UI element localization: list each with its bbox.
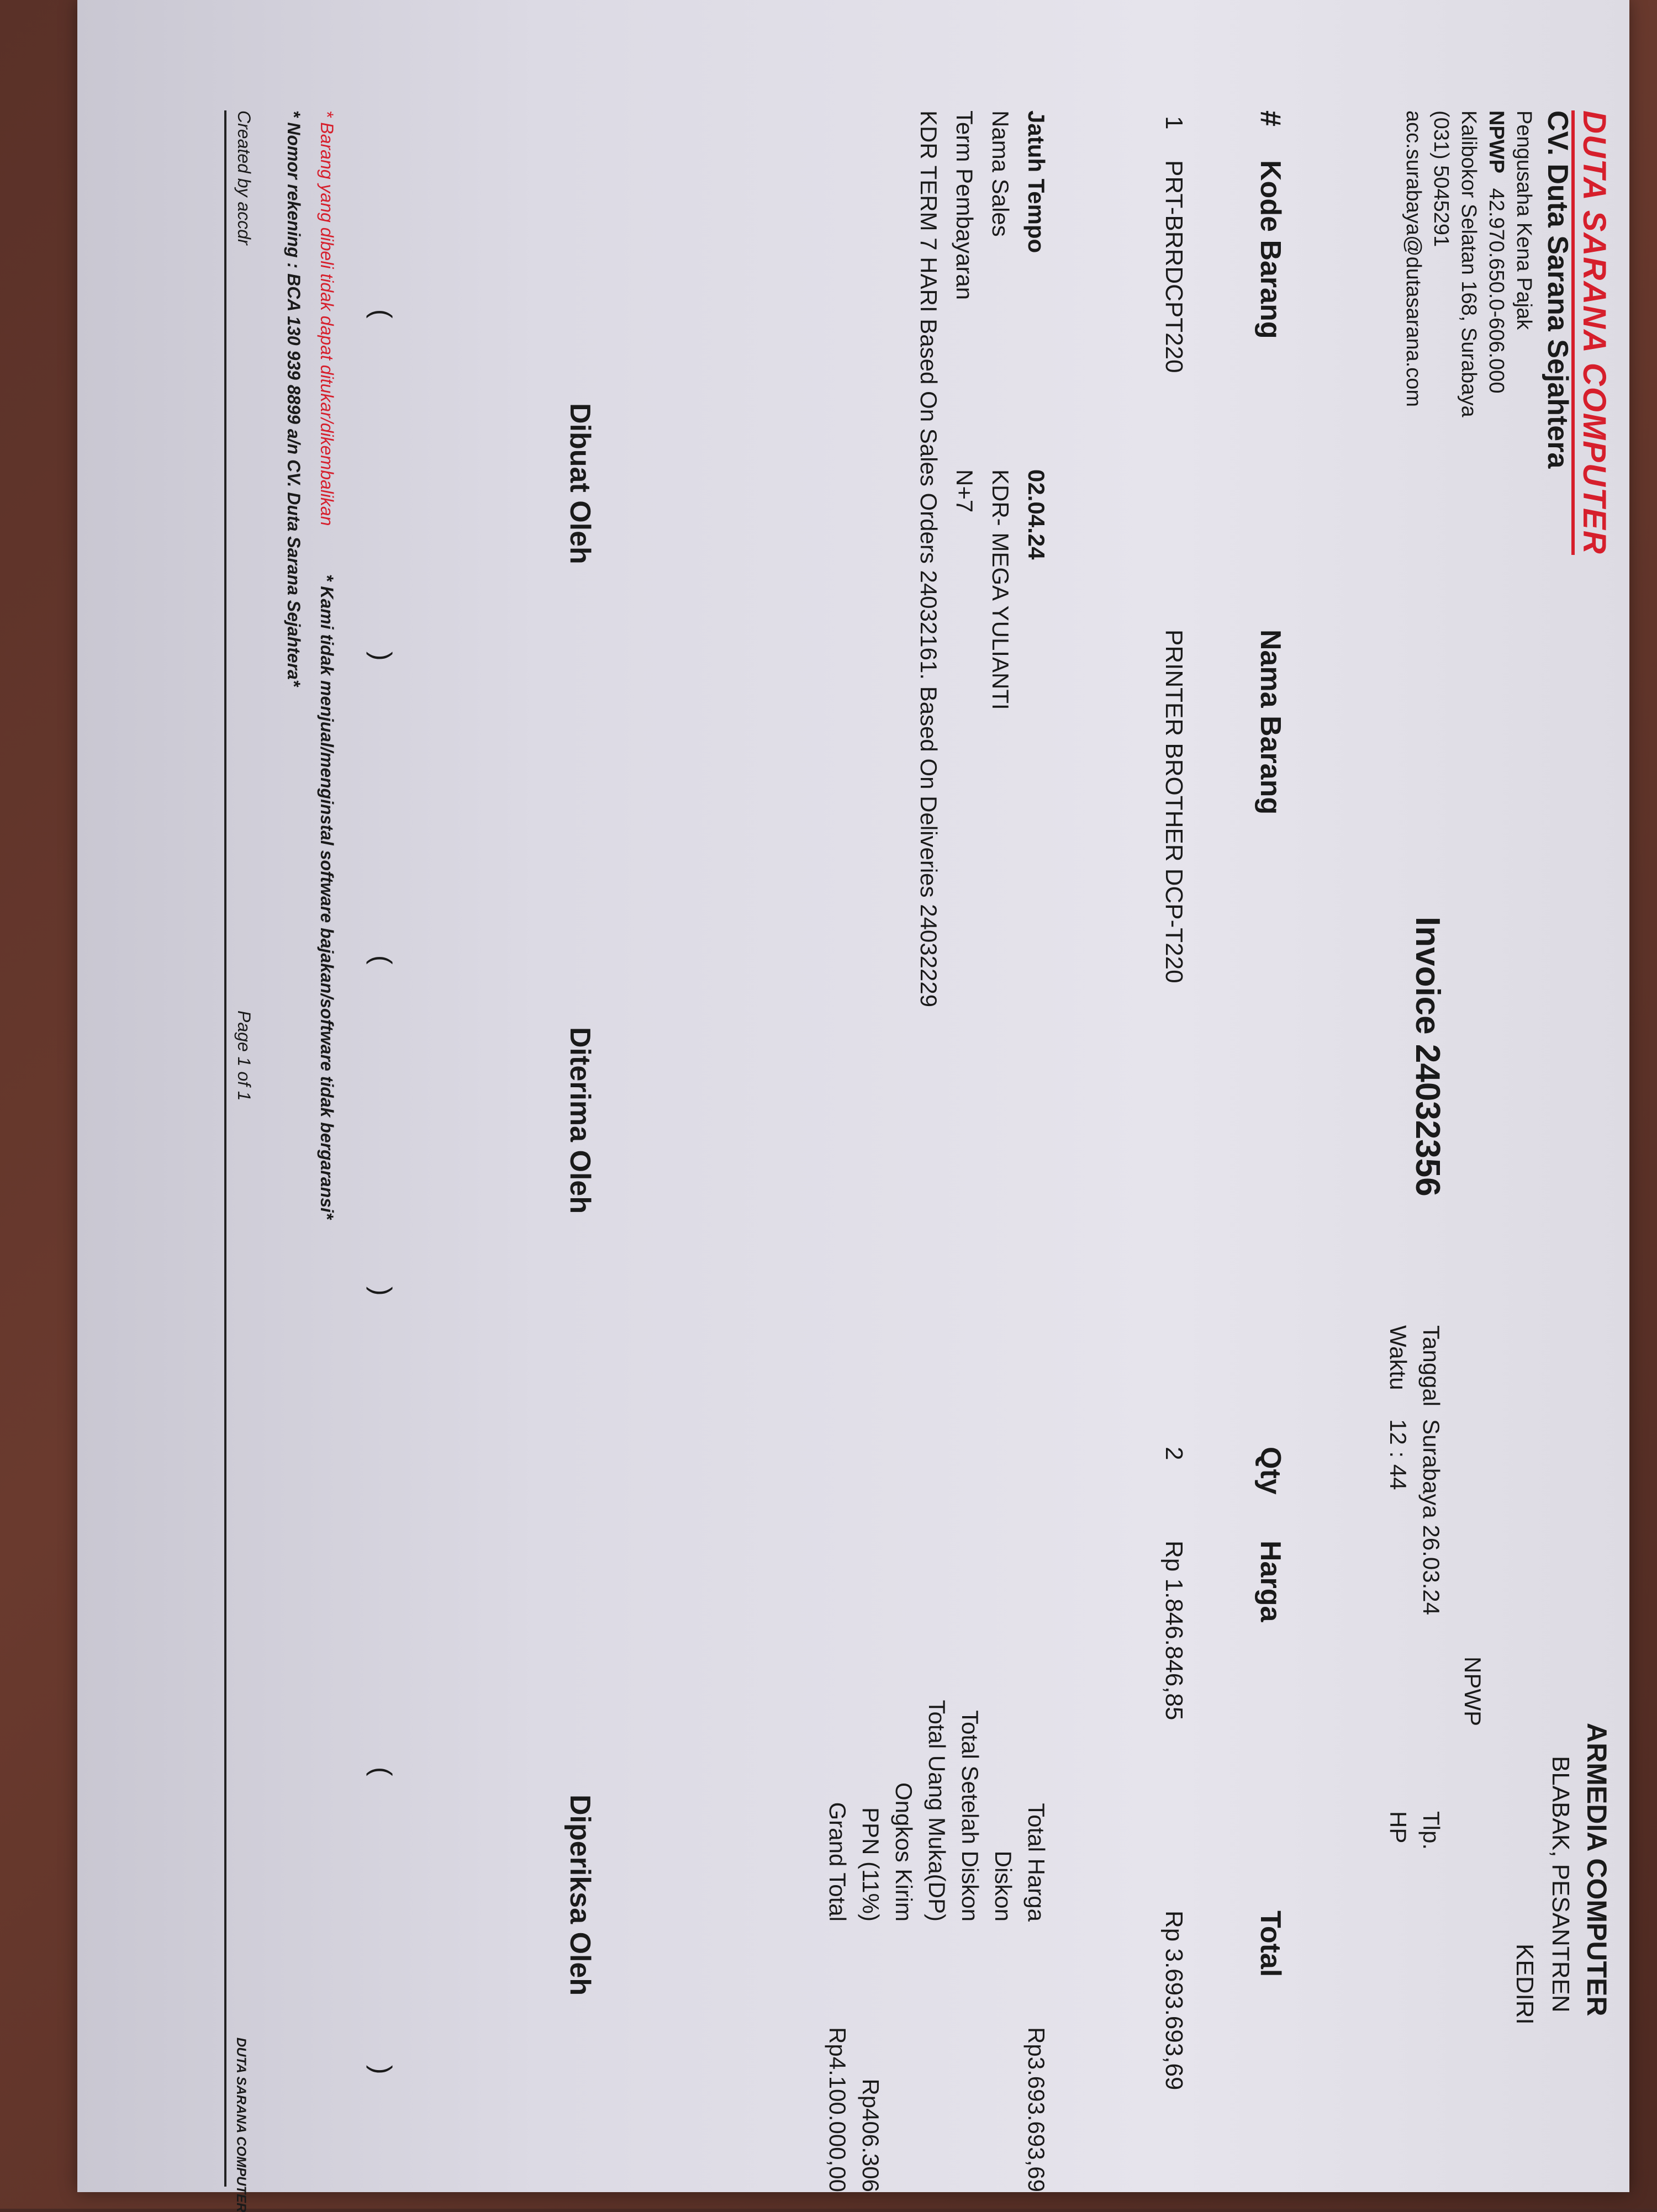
seller-address: Kalibokor Selatan 168, Surabaya xyxy=(1457,110,1480,417)
seller-name: CV. Duta Sarana Sejahtera xyxy=(1542,110,1574,469)
total-setelah-diskon-label: Total Setelah Diskon xyxy=(957,1710,983,1922)
term-label: Term Pembayaran xyxy=(952,110,978,300)
customer-npwp-label: NPWP xyxy=(1460,1657,1486,1726)
footer-created-by: Created by accdr xyxy=(234,110,254,245)
waktu-value: 12 : 44 xyxy=(1385,1419,1411,1490)
signature-dibuat-close-paren: ) xyxy=(366,652,397,661)
col-header-harga: Harga xyxy=(1254,1541,1286,1622)
nama-sales-value: KDR- MEGA YULIANTI xyxy=(988,469,1014,710)
signature-dibuat-title: Dibuat Oleh xyxy=(564,403,596,564)
total-uang-muka-label: Total Uang Muka(DP) xyxy=(924,1700,950,1922)
tanggal-value: Surabaya 26.03.24 xyxy=(1418,1419,1444,1615)
col-header-number: # xyxy=(1254,110,1286,126)
col-header-kode-barang: Kode Barang xyxy=(1254,160,1286,339)
col-header-total: Total xyxy=(1254,1911,1286,1977)
note-rekening: * Nomor rekening : BCA 130 939 8899 a/n CV. Duta Sarana Sejahtera* xyxy=(284,110,304,687)
seller-brand-logo: DUTA SARANA COMPUTER xyxy=(1571,110,1613,555)
col-header-qty: Qty xyxy=(1254,1447,1286,1495)
ongkos-kirim-label: Ongkos Kirim xyxy=(891,1782,917,1922)
seller-npwp-label: NPWP xyxy=(1485,110,1508,173)
customer-hp-label: HP xyxy=(1385,1811,1411,1844)
grand-total-label: Grand Total xyxy=(825,1802,851,1922)
footer-brand: DUTA SARANA COMPUTER xyxy=(234,2038,249,2212)
signature-diperiksa-close-paren: ) xyxy=(366,2065,397,2075)
customer-city: KEDIRI xyxy=(1511,1944,1538,2025)
total-harga-label: Total Harga xyxy=(1023,1803,1049,1922)
jatuh-tempo-value: 02.04.24 xyxy=(1023,469,1049,560)
signature-diterima-open-paren: ( xyxy=(366,955,397,965)
seller-npwp-value: 42.970.650.0-606.000 xyxy=(1485,188,1508,394)
ppn-label: PPN (11%) xyxy=(858,1807,884,1922)
tanggal-label: Tanggal xyxy=(1418,1325,1444,1407)
row-kode-barang: PRT-BRRDCPT220 xyxy=(1160,160,1188,373)
note-no-return: * Barang yang dibeli tidak dapat ditukar/dikembalikan xyxy=(317,110,337,526)
grand-total-value: Rp4.100.000,00 xyxy=(825,2027,851,2192)
customer-name: ARMEDIA COMPUTER xyxy=(1581,1723,1612,2017)
note-software: * Kami tidak menjual/menginstal software bajakan/software tidak bergaransi* xyxy=(317,574,337,1220)
row-nama-barang: PRINTER BROTHER DCP-T220 xyxy=(1160,629,1188,983)
term-value: N+7 xyxy=(952,469,978,513)
invoice-content xyxy=(77,0,1629,2212)
row-total: Rp 3.693.693,69 xyxy=(1160,1911,1188,2091)
customer-address: BLABAK, PESANTREN xyxy=(1547,1756,1574,2013)
invoice-title: Invoice 24032356 xyxy=(1408,917,1447,1197)
total-harga-value: Rp3.693.693,69 xyxy=(1023,2027,1049,2192)
footer-divider xyxy=(224,110,226,2187)
signature-diperiksa-open-paren: ( xyxy=(366,1767,397,1776)
customer-tlp-label: Tlp. xyxy=(1418,1811,1444,1850)
seller-npwp-row xyxy=(1484,110,1508,393)
seller-phone: (031) 5045291 xyxy=(1429,110,1453,247)
row-qty: 2 xyxy=(1160,1447,1188,1460)
col-header-nama-barang: Nama Barang xyxy=(1254,629,1286,815)
invoice-remarks: KDR TERM 7 HARI Based On Sales Orders 24032161. Based On Deliveries 24032229 xyxy=(916,110,942,1008)
ppn-value: Rp406.306 xyxy=(858,2078,884,2192)
seller-email: acc.surabaya@dutasarana.com xyxy=(1402,110,1425,408)
waktu-label: Waktu xyxy=(1385,1325,1411,1390)
diskon-label: Diskon xyxy=(990,1850,1016,1922)
signature-diterima-close-paren: ) xyxy=(366,1287,397,1296)
row-number: 1 xyxy=(1160,116,1188,130)
seller-status: Pengusaha Kena Pajak xyxy=(1512,110,1535,330)
row-harga: Rp 1.846.846,85 xyxy=(1160,1541,1188,1721)
signature-diperiksa-title: Diperiksa Oleh xyxy=(564,1795,596,1996)
invoice-paper xyxy=(77,0,1629,2212)
signature-diterima-title: Diterima Oleh xyxy=(564,1027,596,1214)
jatuh-tempo-label: Jatuh Tempo xyxy=(1023,110,1049,253)
footer-page-number: Page 1 of 1 xyxy=(234,1010,254,1101)
signature-dibuat-open-paren: ( xyxy=(366,309,397,319)
nama-sales-label: Nama Sales xyxy=(988,110,1014,237)
